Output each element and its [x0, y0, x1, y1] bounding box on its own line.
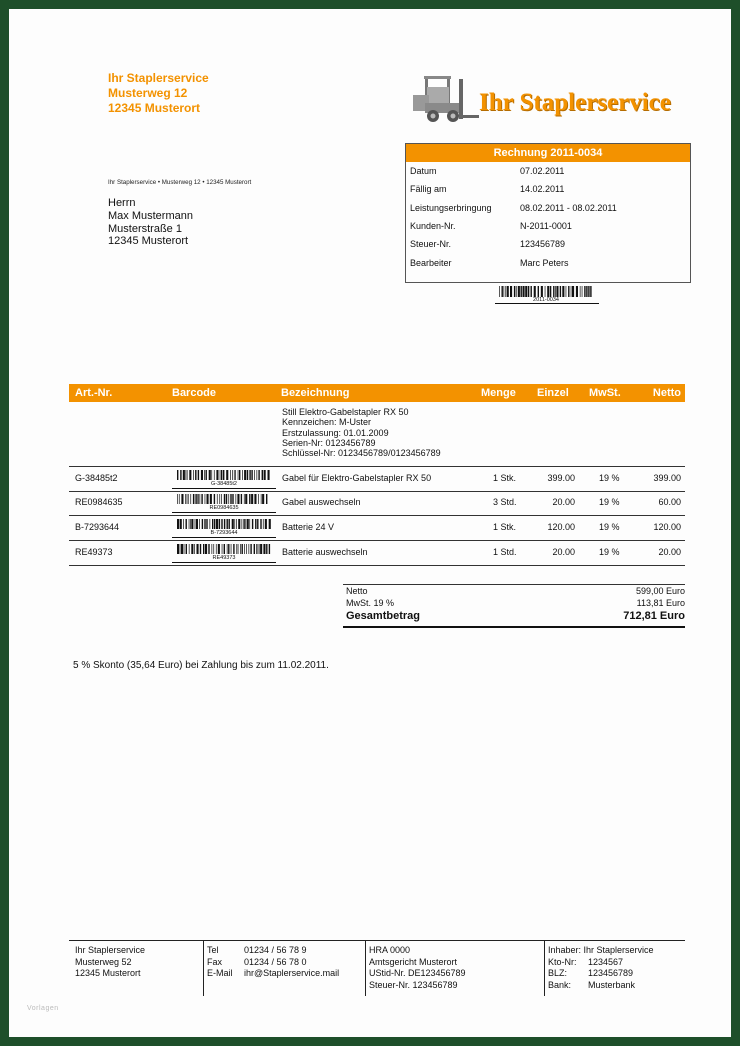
mwst-label: MwSt. 19 % — [346, 598, 395, 608]
invoice-row-value: 08.02.2011 - 08.02.2011 — [520, 202, 617, 213]
col-header-mwst: MwSt. — [589, 387, 621, 399]
invoice-row — [406, 162, 690, 180]
footer-separator — [365, 941, 366, 996]
invoice-row — [406, 199, 690, 217]
cell-menge: 1 Stk. — [493, 522, 517, 532]
footer-line: 01234 / 56 78 9 — [244, 945, 307, 955]
footer-line: ihr@Staplerservice.mail — [244, 968, 340, 978]
footer-separator — [203, 941, 204, 996]
cell-netto: 120.00 — [653, 522, 681, 532]
totals-top-rule — [343, 584, 685, 585]
item-barcode-label: RE49373 — [212, 555, 236, 561]
footer-line: Musterweg 52 — [75, 956, 132, 967]
cell-einzel: 120.00 — [547, 522, 575, 532]
totals-bottom-rule — [343, 626, 685, 628]
item-barcode-label: RE0984635 — [209, 505, 239, 511]
cell-bezeichnung: Gabel für Elektro-Gabelstapler RX 50 — [282, 473, 432, 483]
footer-line: UStid-Nr. DE123456789 — [369, 968, 466, 978]
invoice-row-value: 07.02.2011 — [520, 166, 565, 177]
item-barcode-underline — [172, 537, 276, 538]
col-header-bezeichnung: Bezeichnung — [281, 387, 350, 399]
col-header-artnr: Art.-Nr. — [75, 387, 113, 399]
gesamt-row — [343, 610, 685, 626]
cell-artnr: B-7293644 — [75, 522, 120, 532]
footer — [69, 940, 685, 990]
footer-line: Inhaber: Ihr Staplerservice — [548, 945, 654, 955]
invoice-row-value: 14.02.2011 — [520, 184, 565, 195]
cell-artnr: G-38485t2 — [75, 473, 118, 483]
table-row — [69, 491, 685, 516]
netto-label: Netto — [346, 586, 368, 596]
recipient-name: Max Mustermann — [108, 209, 193, 222]
invoice-row-label: Bearbeiter — [410, 257, 452, 268]
footer-line: HRA 0000 — [369, 945, 411, 955]
table-row — [69, 466, 685, 492]
table-row — [69, 516, 685, 541]
col-header-netto: Netto — [652, 387, 681, 399]
cell-netto: 20.00 — [658, 547, 681, 557]
footer-line: Amtsgericht Musterort — [369, 956, 458, 967]
bank-value: 123456789 — [588, 968, 634, 978]
sender-street: Musterweg 12 — [108, 86, 188, 100]
cell-mwst: 19 % — [599, 522, 620, 532]
footer-company — [75, 945, 145, 980]
footer-line — [548, 980, 654, 992]
item-barcode-underline — [172, 488, 276, 489]
item-barcode — [177, 544, 271, 554]
watermark: Vorlagen — [27, 1005, 59, 1012]
vehicle-line: Erstzulassung: 01.01.2009 — [282, 427, 389, 438]
invoice-row-value: Marc Peters — [520, 257, 569, 268]
bank-label: BLZ: — [548, 968, 568, 978]
footer-line: 01234 / 56 78 0 — [244, 956, 307, 967]
footer-contact-values — [244, 945, 339, 980]
vehicle-line: Kennzeichen: M-Uster — [282, 417, 372, 428]
footer-register — [369, 945, 466, 991]
vehicle-line: Schlüssel-Nr: 0123456789/0123456789 — [282, 448, 441, 459]
invoice-barcode — [499, 286, 593, 297]
items-table-header — [69, 384, 685, 402]
forklift-icon — [411, 69, 481, 131]
gesamt-label: Gesamtbetrag — [346, 610, 420, 622]
footer-line: Tel — [207, 945, 219, 955]
mwst-row — [343, 598, 685, 610]
cell-einzel: 20.00 — [552, 497, 575, 507]
invoice-row — [406, 253, 690, 271]
cell-artnr: RE0984635 — [75, 497, 123, 507]
cell-bezeichnung: Gabel auswechseln — [282, 497, 361, 507]
vehicle-line: Serien-Nr: 0123456789 — [282, 437, 376, 448]
recipient-city: 12345 Musterort — [108, 235, 189, 248]
gesamt-value: 712,81 Euro — [623, 610, 685, 622]
bank-value: 1234567 — [588, 956, 624, 967]
footer-bank — [548, 945, 654, 991]
footer-separator — [544, 941, 545, 996]
invoice-row-label: Steuer-Nr. — [410, 239, 452, 250]
invoice-row-value: N-2011-0001 — [520, 221, 572, 232]
invoice-row-value: 123456789 — [520, 239, 566, 250]
footer-line: Fax — [207, 956, 223, 967]
bank-label: Bank: — [548, 979, 572, 990]
company-logo — [411, 69, 696, 131]
invoice-row-label: Leistungserbringung — [410, 202, 492, 213]
sender-address — [108, 71, 209, 116]
footer-contact-labels — [207, 945, 233, 980]
cell-bezeichnung: Batterie auswechseln — [282, 547, 368, 557]
footer-line: Ihr Staplerservice — [75, 945, 146, 955]
invoice-row-label: Datum — [410, 166, 437, 177]
cell-netto: 60.00 — [658, 497, 681, 507]
cell-netto: 399.00 — [653, 473, 681, 483]
invoice-row — [406, 235, 690, 253]
cell-mwst: 19 % — [599, 497, 620, 507]
cell-einzel: 399.00 — [547, 473, 575, 483]
invoice-row-label: Fällig am — [410, 184, 447, 195]
invoice-row — [406, 217, 690, 235]
item-barcode-underline — [172, 562, 276, 563]
footer-line — [548, 957, 654, 969]
bank-label: Kto-Nr: — [548, 956, 577, 967]
cell-mwst: 19 % — [599, 547, 620, 557]
footer-line: E-Mail — [207, 968, 233, 978]
item-barcode — [177, 519, 271, 529]
cell-artnr: RE49373 — [75, 547, 113, 557]
cell-einzel: 20.00 — [552, 547, 575, 557]
cell-bezeichnung: Batterie 24 V — [282, 522, 335, 532]
table-row — [69, 541, 685, 566]
recipient-address — [108, 197, 193, 248]
cell-menge: 1 Stk. — [493, 473, 517, 483]
recipient-street: Musterstraße 1 — [108, 222, 182, 235]
footer-line — [548, 968, 654, 980]
item-barcode-label: G-38485t2 — [211, 481, 237, 487]
netto-row — [343, 586, 685, 598]
bank-value: Musterbank — [588, 979, 636, 990]
invoice-info-box — [405, 143, 691, 283]
item-barcode-underline — [172, 512, 276, 513]
payment-terms: 5 % Skonto (35,64 Euro) bei Zahlung bis zum 11.02.2011. — [73, 660, 329, 671]
sender-name: Ihr Staplerservice — [108, 71, 209, 85]
mwst-value: 113,81 Euro — [636, 598, 685, 608]
invoice-barcode-underline — [495, 303, 599, 304]
footer-line: 12345 Musterort — [75, 968, 141, 978]
totals-block — [343, 584, 685, 628]
recipient-salutation: Herrn — [108, 197, 136, 209]
col-header-menge: Menge — [481, 387, 516, 399]
invoice-title: Rechnung 2011-0034 — [406, 144, 690, 162]
item-barcode — [177, 494, 271, 504]
invoice-page — [9, 9, 731, 1037]
footer-line: Steuer-Nr. 123456789 — [369, 979, 458, 990]
cell-menge: 3 Std. — [493, 497, 517, 507]
logo-text: Ihr Staplerservice — [479, 89, 671, 116]
sender-city: 12345 Musterort — [108, 101, 201, 115]
invoice-row-label: Kunden-Nr. — [410, 221, 456, 232]
cell-menge: 1 Std. — [493, 547, 517, 557]
col-header-barcode: Barcode — [172, 387, 217, 399]
netto-value: 599,00 Euro — [635, 586, 685, 596]
item-barcode-label: B-7293644 — [210, 530, 238, 536]
vehicle-description — [282, 407, 441, 458]
item-barcode — [177, 470, 271, 480]
vehicle-line: Still Elektro-Gabelstapler RX 50 — [282, 407, 409, 417]
invoice-barcode-label: 2011-0034 — [533, 297, 559, 303]
invoice-row — [406, 180, 690, 198]
return-address-line: Ihr Staplerservice • Musterweg 12 • 12345 Musterort — [108, 179, 252, 186]
cell-mwst: 19 % — [599, 473, 620, 483]
col-header-einzel: Einzel — [537, 387, 569, 399]
